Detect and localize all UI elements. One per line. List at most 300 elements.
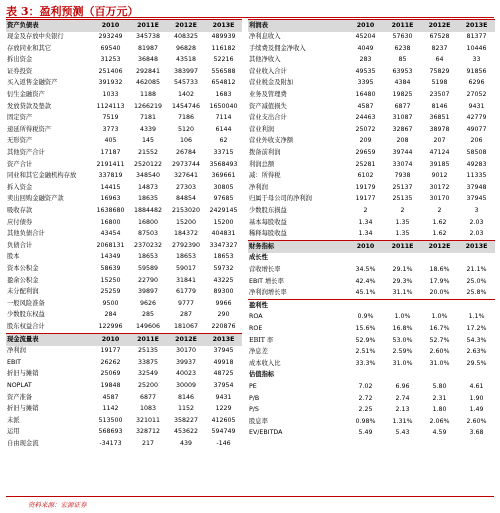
- value-cell: 2429145: [209, 207, 238, 214]
- value-cell: 19177: [355, 195, 376, 203]
- row-label: 基本每股收益: [249, 218, 287, 226]
- value-cell: 15.6%: [355, 324, 376, 332]
- value-cell: 6238: [394, 44, 411, 52]
- value-cell: 369661: [211, 172, 236, 180]
- row-label: 净利润增长率: [249, 289, 287, 297]
- value-cell: 37948: [466, 183, 487, 191]
- value-cell: 25072: [355, 125, 376, 133]
- value-cell: 184372: [173, 230, 199, 238]
- table-title: 表 3：盈利预测（百万元）: [6, 5, 139, 18]
- value-cell: 290: [217, 311, 230, 319]
- table-row: [6, 124, 242, 136]
- value-cell: 513500: [98, 416, 123, 424]
- value-cell: 568693: [98, 428, 123, 436]
- row-label: 减：所得税: [249, 172, 281, 180]
- value-cell: 4.59: [432, 429, 447, 437]
- table-row: [248, 358, 495, 370]
- year-header-cell: 2013E: [458, 20, 495, 32]
- value-cell: 5.49: [358, 429, 373, 437]
- value-cell: [347, 253, 384, 265]
- value-cell: 27303: [175, 183, 197, 191]
- value-cell: 1.0%: [394, 313, 411, 321]
- table-row: [248, 312, 495, 324]
- row-label: NOPLAT: [7, 381, 32, 389]
- value-cell: 96828: [175, 44, 197, 52]
- table-row: [6, 55, 242, 67]
- value-cell: 52216: [213, 56, 234, 64]
- value-cell: 2.59%: [392, 348, 413, 356]
- year-header-cell: 2011E: [129, 20, 167, 32]
- value-cell: [458, 300, 495, 312]
- year-header-cell: 2013E: [205, 20, 242, 32]
- table-row: [248, 194, 495, 206]
- year-header-cell: 2010: [347, 20, 384, 32]
- value-cell: 43454: [100, 230, 121, 238]
- row-label: 股东权益合计: [7, 322, 45, 330]
- value-cell: 251406: [98, 67, 123, 75]
- table-row: [248, 159, 495, 171]
- value-cell: 2191411: [96, 160, 125, 168]
- value-cell: 47124: [429, 149, 450, 157]
- row-label: 折旧与摊销: [7, 370, 39, 378]
- value-cell: 1266219: [133, 102, 163, 110]
- row-label: 现金及存放中央银行: [7, 33, 64, 41]
- row-label: P/B: [249, 394, 260, 402]
- table-row: [248, 253, 495, 265]
- value-cell: 33.3%: [355, 359, 376, 367]
- value-cell: 327641: [173, 172, 199, 180]
- row-label: 营业支出合计: [249, 114, 287, 122]
- value-cell: 18653: [137, 253, 159, 261]
- row-label: 同业和其它金融机构存放: [7, 172, 77, 180]
- row-label: ROE: [249, 324, 263, 332]
- value-cell: 62: [219, 137, 228, 145]
- table-row: [248, 405, 495, 417]
- table-row: [6, 240, 242, 252]
- value-cell: 1.35: [395, 230, 410, 238]
- row-label: EV/EBITDA: [249, 429, 283, 437]
- value-cell: 217: [141, 439, 155, 447]
- row-label: 未派: [7, 416, 20, 424]
- value-cell: 30170: [175, 347, 197, 355]
- value-cell: 59589: [137, 264, 159, 272]
- value-cell: 8237: [431, 44, 448, 52]
- table-row: [6, 78, 242, 90]
- value-cell: 16800: [100, 218, 121, 226]
- value-cell: 2.13: [395, 406, 410, 414]
- row-label: P/S: [249, 406, 259, 414]
- value-cell: 1142: [102, 405, 119, 413]
- row-label: 少数股东损益: [249, 207, 287, 214]
- value-cell: 63953: [392, 67, 413, 75]
- value-cell: 1402: [177, 91, 195, 99]
- value-cell: 25259: [100, 288, 121, 296]
- value-cell: 17.2%: [466, 324, 487, 332]
- value-cell: 345738: [135, 33, 161, 41]
- value-cell: 408325: [173, 33, 199, 41]
- value-cell: 25.0%: [466, 277, 487, 285]
- value-cell: 18653: [213, 253, 234, 261]
- value-cell: 18.6%: [429, 265, 450, 273]
- value-cell: 8146: [431, 102, 448, 110]
- row-label: 成本收入比: [249, 359, 281, 367]
- year-header-cell: 2012E: [167, 20, 205, 32]
- value-cell: 43518: [175, 56, 197, 64]
- table-row: [248, 113, 495, 125]
- value-cell: 49077: [466, 125, 487, 133]
- value-cell: 42.4%: [355, 277, 376, 285]
- value-cell: 30805: [213, 183, 234, 191]
- value-cell: 16963: [100, 195, 121, 203]
- value-cell: 32867: [392, 125, 413, 133]
- value-cell: [421, 300, 458, 312]
- value-cell: 7181: [139, 114, 157, 122]
- year-header-cell: 2011E: [129, 334, 167, 346]
- table-row: [6, 287, 242, 299]
- left-financial-table: [6, 19, 242, 450]
- value-cell: 2153020: [171, 207, 201, 214]
- value-cell: 26784: [175, 149, 197, 157]
- value-cell: 284: [104, 311, 117, 319]
- value-cell: 9431: [215, 393, 232, 401]
- row-label: 手续费及佣金净收入: [249, 44, 306, 52]
- table-row: [248, 148, 495, 160]
- year-header-cell: 2011E: [384, 20, 421, 32]
- value-cell: 489939: [211, 33, 236, 41]
- row-label: ROA: [249, 313, 263, 321]
- table-row: [248, 288, 495, 300]
- value-cell: 39937: [175, 358, 197, 366]
- value-cell: 34.5%: [355, 265, 376, 273]
- value-cell: 1033: [102, 91, 119, 99]
- value-cell: 85: [398, 56, 407, 64]
- row-label: 资产合计: [7, 160, 33, 168]
- value-cell: 2.51%: [355, 348, 376, 356]
- year-header-cell: 2013E: [458, 241, 495, 253]
- table-row: [248, 229, 495, 241]
- value-cell: 57630: [392, 33, 413, 41]
- row-label: 净息差: [249, 348, 268, 356]
- row-label: 负债合计: [7, 241, 33, 249]
- value-cell: 45204: [355, 33, 376, 41]
- value-cell: 220876: [211, 322, 236, 330]
- value-cell: 15200: [175, 218, 197, 226]
- value-cell: -34173: [99, 439, 122, 447]
- value-cell: 39744: [392, 149, 413, 157]
- value-cell: [421, 253, 458, 265]
- value-cell: [384, 370, 421, 382]
- value-cell: 1.31%: [392, 417, 413, 425]
- value-cell: 36848: [137, 56, 159, 64]
- value-cell: 14415: [100, 183, 121, 191]
- value-cell: 4587: [357, 102, 374, 110]
- value-cell: 1650040: [209, 102, 238, 110]
- value-cell: 5.43: [395, 429, 410, 437]
- value-cell: 25069: [100, 370, 121, 378]
- value-cell: 24463: [355, 114, 376, 122]
- row-label: 利润表: [248, 20, 347, 32]
- value-cell: 337819: [98, 172, 123, 180]
- table-row: [248, 300, 495, 312]
- row-label: 估值指标: [249, 371, 275, 379]
- value-cell: 3773: [102, 125, 119, 133]
- value-cell: 2.06%: [429, 417, 450, 425]
- value-cell: 6.96: [395, 382, 410, 390]
- value-cell: 29659: [355, 149, 376, 157]
- value-cell: 1.34: [358, 230, 373, 238]
- table-row: [248, 171, 495, 183]
- value-cell: 59732: [213, 264, 234, 272]
- value-cell: 29.3%: [392, 277, 413, 285]
- value-cell: 14873: [137, 183, 159, 191]
- value-cell: 37945: [213, 347, 234, 355]
- value-cell: 9777: [177, 299, 195, 307]
- table-row: [248, 90, 495, 102]
- row-label: 资产减值损失: [249, 102, 287, 110]
- value-cell: 6144: [215, 125, 232, 133]
- value-cell: 1.80: [432, 406, 447, 414]
- value-cell: 31253: [100, 56, 121, 64]
- value-cell: 64: [435, 56, 444, 64]
- value-cell: 1.35: [395, 218, 410, 226]
- table-row: [248, 264, 495, 276]
- value-cell: 2.74: [395, 394, 410, 402]
- value-cell: 1229: [215, 405, 232, 413]
- value-cell: 25281: [355, 160, 376, 168]
- table-row: [6, 415, 242, 427]
- value-cell: 38978: [429, 125, 450, 133]
- row-label: 稀释每股收益: [249, 230, 287, 238]
- value-cell: [458, 253, 495, 265]
- value-cell: [347, 370, 384, 382]
- row-label: EBIT 增长率: [249, 277, 284, 285]
- value-cell: 33074: [392, 160, 413, 168]
- value-cell: 145: [141, 137, 155, 145]
- table-header-row: [6, 20, 242, 32]
- value-cell: 22790: [137, 276, 159, 284]
- value-cell: 9966: [215, 299, 232, 307]
- value-cell: 1638680: [96, 207, 125, 214]
- value-cell: 0.9%: [357, 313, 374, 321]
- value-cell: 49535: [355, 67, 376, 75]
- row-label: 证券投资: [7, 67, 33, 75]
- value-cell: 91856: [466, 67, 487, 75]
- value-cell: 6877: [394, 102, 411, 110]
- value-cell: 2.03: [469, 218, 484, 226]
- value-cell: 31.0%: [392, 359, 413, 367]
- value-cell: 2.72: [358, 394, 373, 402]
- value-cell: 1454746: [171, 102, 201, 110]
- row-label: 递延所得税资产: [7, 125, 52, 133]
- row-label: 折旧与摊销: [7, 405, 39, 413]
- row-label: 利润总额: [249, 160, 275, 168]
- row-label: 其他负债合计: [7, 230, 45, 238]
- value-cell: 25.8%: [466, 289, 487, 297]
- row-label: 存放同业和其它: [7, 44, 52, 52]
- row-label: 无形资产: [7, 137, 33, 145]
- value-cell: 1.1%: [468, 313, 485, 321]
- value-cell: 25137: [392, 183, 413, 191]
- table-row: [248, 32, 495, 44]
- row-label: 拨备前利润: [249, 149, 281, 157]
- value-cell: 2.31: [432, 394, 447, 402]
- value-cell: 0.98%: [355, 417, 376, 425]
- value-cell: 84854: [175, 195, 197, 203]
- value-cell: 9012: [431, 172, 448, 180]
- row-label: 吸收存款: [7, 207, 33, 214]
- row-label: 少数股东权益: [7, 311, 45, 319]
- value-cell: 2.60%: [429, 348, 450, 356]
- row-label: 营业外收支净额: [249, 137, 294, 145]
- value-cell: 5.80: [432, 382, 447, 390]
- value-cell: 2.03: [469, 230, 484, 238]
- value-cell: 43225: [213, 276, 234, 284]
- value-cell: 7.02: [358, 382, 373, 390]
- value-cell: 348540: [135, 172, 161, 180]
- value-cell: 9431: [468, 102, 485, 110]
- table-row: [6, 217, 242, 229]
- table-row: [6, 136, 242, 148]
- value-cell: 2.63%: [466, 348, 487, 356]
- value-cell: 404831: [211, 230, 236, 238]
- value-cell: 27052: [466, 91, 487, 99]
- value-cell: 33: [472, 56, 481, 64]
- value-cell: 3.68: [469, 429, 484, 437]
- table-row: [6, 427, 242, 439]
- value-cell: 405: [104, 137, 117, 145]
- table-row: [6, 32, 242, 44]
- row-label: 归属于母公司的净利润: [249, 195, 312, 203]
- table-row: [6, 252, 242, 264]
- row-label: 衍生金融资产: [7, 91, 45, 99]
- table-row: [248, 381, 495, 393]
- value-cell: 7938: [394, 172, 411, 180]
- table-row: [6, 171, 242, 183]
- table-row: [248, 370, 495, 382]
- table-row: [248, 416, 495, 428]
- table-row: [248, 66, 495, 78]
- row-label: 卖出回购金融资产款: [7, 195, 64, 203]
- table-row: [248, 323, 495, 335]
- value-cell: 6102: [357, 172, 374, 180]
- value-cell: -146: [216, 439, 231, 447]
- value-cell: 45.1%: [355, 289, 376, 297]
- row-label: 自由现金流: [7, 439, 39, 447]
- value-cell: 20.0%: [429, 289, 450, 297]
- value-cell: 2.25: [358, 406, 373, 414]
- value-cell: 31841: [175, 276, 197, 284]
- value-cell: 19177: [100, 347, 121, 355]
- value-cell: 14349: [100, 253, 121, 261]
- value-cell: 25200: [137, 381, 159, 389]
- value-cell: 556588: [211, 67, 236, 75]
- table-row: [248, 182, 495, 194]
- value-cell: 328712: [135, 428, 161, 436]
- value-cell: 5198: [431, 79, 448, 87]
- value-cell: 116182: [211, 44, 236, 52]
- table-row: [248, 78, 495, 90]
- table-row: [6, 43, 242, 55]
- table-row: [248, 43, 495, 55]
- value-cell: 67528: [429, 33, 450, 41]
- table-row: [248, 335, 495, 347]
- row-label: 拆出资金: [7, 56, 33, 64]
- value-cell: 1.34: [358, 218, 373, 226]
- value-cell: 2068131: [96, 241, 125, 249]
- value-cell: 33875: [137, 358, 159, 366]
- value-cell: 1188: [139, 91, 157, 99]
- table-row: [6, 263, 242, 275]
- value-cell: 9626: [139, 299, 157, 307]
- bottom-rule: [6, 496, 494, 497]
- table-header-row: [248, 20, 495, 32]
- value-cell: 16800: [137, 218, 159, 226]
- row-label: 一般风险准备: [7, 299, 45, 307]
- value-cell: 87503: [137, 230, 159, 238]
- value-cell: 208: [396, 137, 409, 145]
- year-header-cell: 2011E: [384, 241, 421, 253]
- value-cell: 33715: [213, 149, 234, 157]
- value-cell: 30170: [429, 195, 450, 203]
- value-cell: 321011: [135, 416, 161, 424]
- value-cell: 2370232: [133, 241, 163, 249]
- source-note: 资料来源：宏源证券: [28, 501, 87, 509]
- table-row: [6, 346, 242, 358]
- value-cell: 3347327: [209, 241, 238, 249]
- value-cell: 293249: [98, 33, 123, 41]
- row-label: 运用: [7, 428, 20, 436]
- value-cell: 7114: [215, 114, 232, 122]
- table-row: [6, 392, 242, 404]
- table-row: [6, 321, 242, 333]
- table-row: [248, 124, 495, 136]
- value-cell: 2.60%: [466, 417, 487, 425]
- table-row: [6, 298, 242, 310]
- value-cell: 1.62: [432, 230, 447, 238]
- row-label: EBIT: [7, 358, 22, 366]
- value-cell: 32549: [137, 370, 159, 378]
- table-header-row: [248, 241, 495, 253]
- value-cell: 19848: [100, 381, 121, 389]
- table-header-row: [6, 334, 242, 346]
- value-cell: 181067: [173, 322, 199, 330]
- value-cell: 283: [359, 56, 372, 64]
- value-cell: 545733: [173, 79, 199, 87]
- value-cell: 75829: [429, 67, 450, 75]
- value-cell: 37945: [466, 195, 487, 203]
- value-cell: 391932: [98, 79, 123, 87]
- value-cell: 39897: [137, 288, 159, 296]
- value-cell: 18635: [137, 195, 159, 203]
- year-header-cell: 2012E: [421, 241, 458, 253]
- table-row: [6, 275, 242, 287]
- value-cell: [421, 370, 458, 382]
- value-cell: 37954: [213, 381, 234, 389]
- value-cell: 31.1%: [392, 289, 413, 297]
- value-cell: 4384: [394, 79, 411, 87]
- value-cell: 89300: [213, 288, 234, 296]
- value-cell: 48725: [213, 370, 234, 378]
- value-cell: 10446: [466, 44, 487, 52]
- value-cell: 1083: [139, 405, 157, 413]
- value-cell: 21.1%: [466, 265, 487, 273]
- row-label: PE: [249, 382, 257, 390]
- value-cell: 36851: [429, 114, 450, 122]
- value-cell: 58508: [466, 149, 487, 157]
- value-cell: 17.9%: [429, 277, 450, 285]
- row-label: 未分配利润: [7, 288, 39, 296]
- value-cell: [384, 300, 421, 312]
